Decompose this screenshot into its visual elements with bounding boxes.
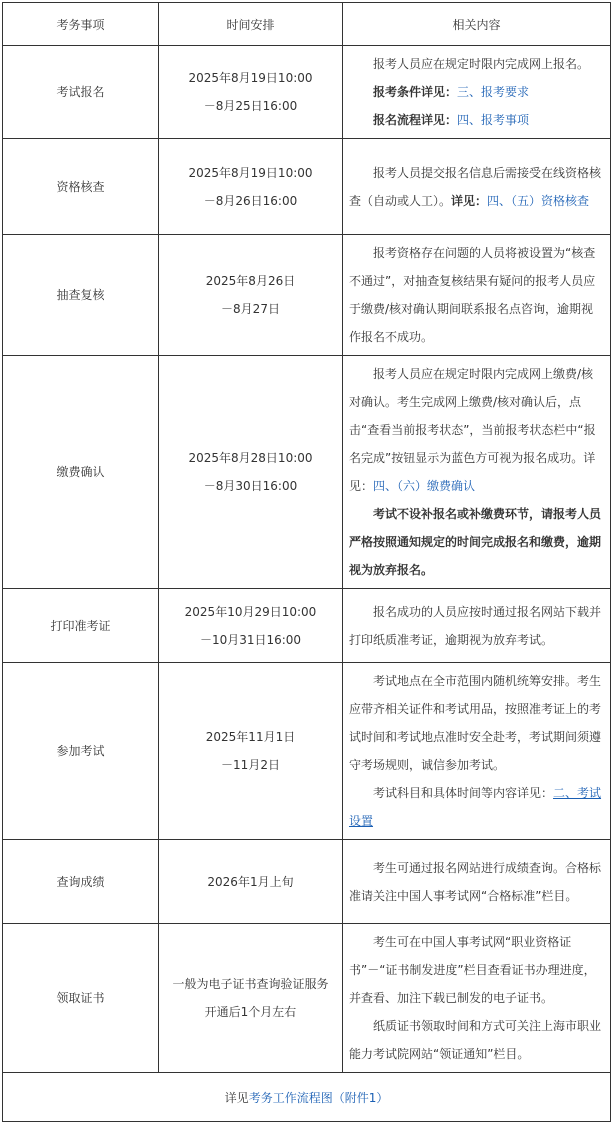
row-content: 报考人员提交报名信息后需接受在线资格核查（自动或人工）。详见：四、（五）资格核查 <box>343 139 611 235</box>
exam-schedule-table <box>2 2 611 1122</box>
table-row <box>3 840 611 924</box>
link-workflow-chart[interactable]: 考务工作流程图（附件1） <box>248 1090 389 1105</box>
row-item: 抽查复核 <box>3 235 159 356</box>
link-procedures[interactable]: 四、报考事项 <box>457 113 530 127</box>
row-content: 考生可通过报名网站进行成绩查询。合格标准请关注中国人事考试网“合格标准”栏目。 <box>343 840 611 924</box>
row-content: 考生可在中国人事考试网“职业资格证书”－“证书制发进度”栏目查看证书办理进度，并查看、加注下载已制发的电子证书。 纸质证书领取时间和方式可关注上海市职业能力考试院网站“领证通知”栏目。 <box>343 924 611 1073</box>
table-row <box>3 46 611 139</box>
row-item: 领取证书 <box>3 924 159 1073</box>
header-time: 时间安排 <box>159 3 343 46</box>
row-time: 2025年10月29日10:00 －10月31日16:00 <box>159 589 343 663</box>
row-item: 打印准考证 <box>3 589 159 663</box>
row-content: 报考人员应在规定时限内完成网上缴费/核对确认。考生完成网上缴费/核对确认后，点击“查看当前报考状态”，当前报考状态栏中“报名完成”按钮显示为蓝色方可视为报名成功。详见：四、（六）缴费确认 考试不设补报名或补缴费环节，请报考人员严格按照通知规定的时间完成报名和缴费，逾期视为放弃报名。 <box>343 356 611 589</box>
link-payment-confirm[interactable]: 四、（六）缴费确认 <box>373 479 476 493</box>
row-item: 参加考试 <box>3 663 159 840</box>
table-row <box>3 235 611 356</box>
table-header-row <box>3 3 611 46</box>
row-content: 报名成功的人员应按时通过报名网站下载并打印纸质准考证，逾期视为放弃考试。 <box>343 589 611 663</box>
table-row <box>3 589 611 663</box>
row-time: 2025年8月19日10:00 －8月25日16:00 <box>159 46 343 139</box>
row-content: 报考资格存在问题的人员将被设置为“核查不通过”，对抽查复核结果有疑问的报考人员应于缴费/核对确认期间联系报名点咨询，逾期视作报名不成功。 <box>343 235 611 356</box>
table-row <box>3 924 611 1073</box>
row-content: 报考人员应在规定时限内完成网上报名。 报考条件详见：三、报考要求 报名流程详见：四、报考事项 <box>343 46 611 139</box>
row-content: 考试地点在全市范围内随机统筹安排。考生应带齐相关证件和考试用品，按照准考证上的考试时间和考试地点准时安全赴考，考试期间须遵守考场规则，诚信参加考试。 考试科目和具体时间等内容详见：二、考试设置 <box>343 663 611 840</box>
link-qualification-check[interactable]: 四、（五）资格核查 <box>487 193 590 208</box>
row-item: 考试报名 <box>3 46 159 139</box>
link-exam-settings[interactable]: 二、考试设置 <box>349 786 602 828</box>
table-row <box>3 663 611 840</box>
link-requirements[interactable]: 三、报考要求 <box>457 85 530 99</box>
row-time: 一般为电子证书查询验证服务开通后1个月左右 <box>159 924 343 1073</box>
table-footer-row <box>3 1073 611 1122</box>
row-item: 查询成绩 <box>3 840 159 924</box>
footer-cell: 详见考务工作流程图（附件1） <box>3 1073 611 1122</box>
row-item: 资格核查 <box>3 139 159 235</box>
row-item: 缴费确认 <box>3 356 159 589</box>
table-row <box>3 139 611 235</box>
row-time: 2026年1月上旬 <box>159 840 343 924</box>
header-content: 相关内容 <box>343 3 611 46</box>
row-time: 2025年8月19日10:00 －8月26日16:00 <box>159 139 343 235</box>
row-time: 2025年11月1日 －11月2日 <box>159 663 343 840</box>
row-time: 2025年8月28日10:00 －8月30日16:00 <box>159 356 343 589</box>
table-row <box>3 356 611 589</box>
row-time: 2025年8月26日 －8月27日 <box>159 235 343 356</box>
header-item: 考务事项 <box>3 3 159 46</box>
